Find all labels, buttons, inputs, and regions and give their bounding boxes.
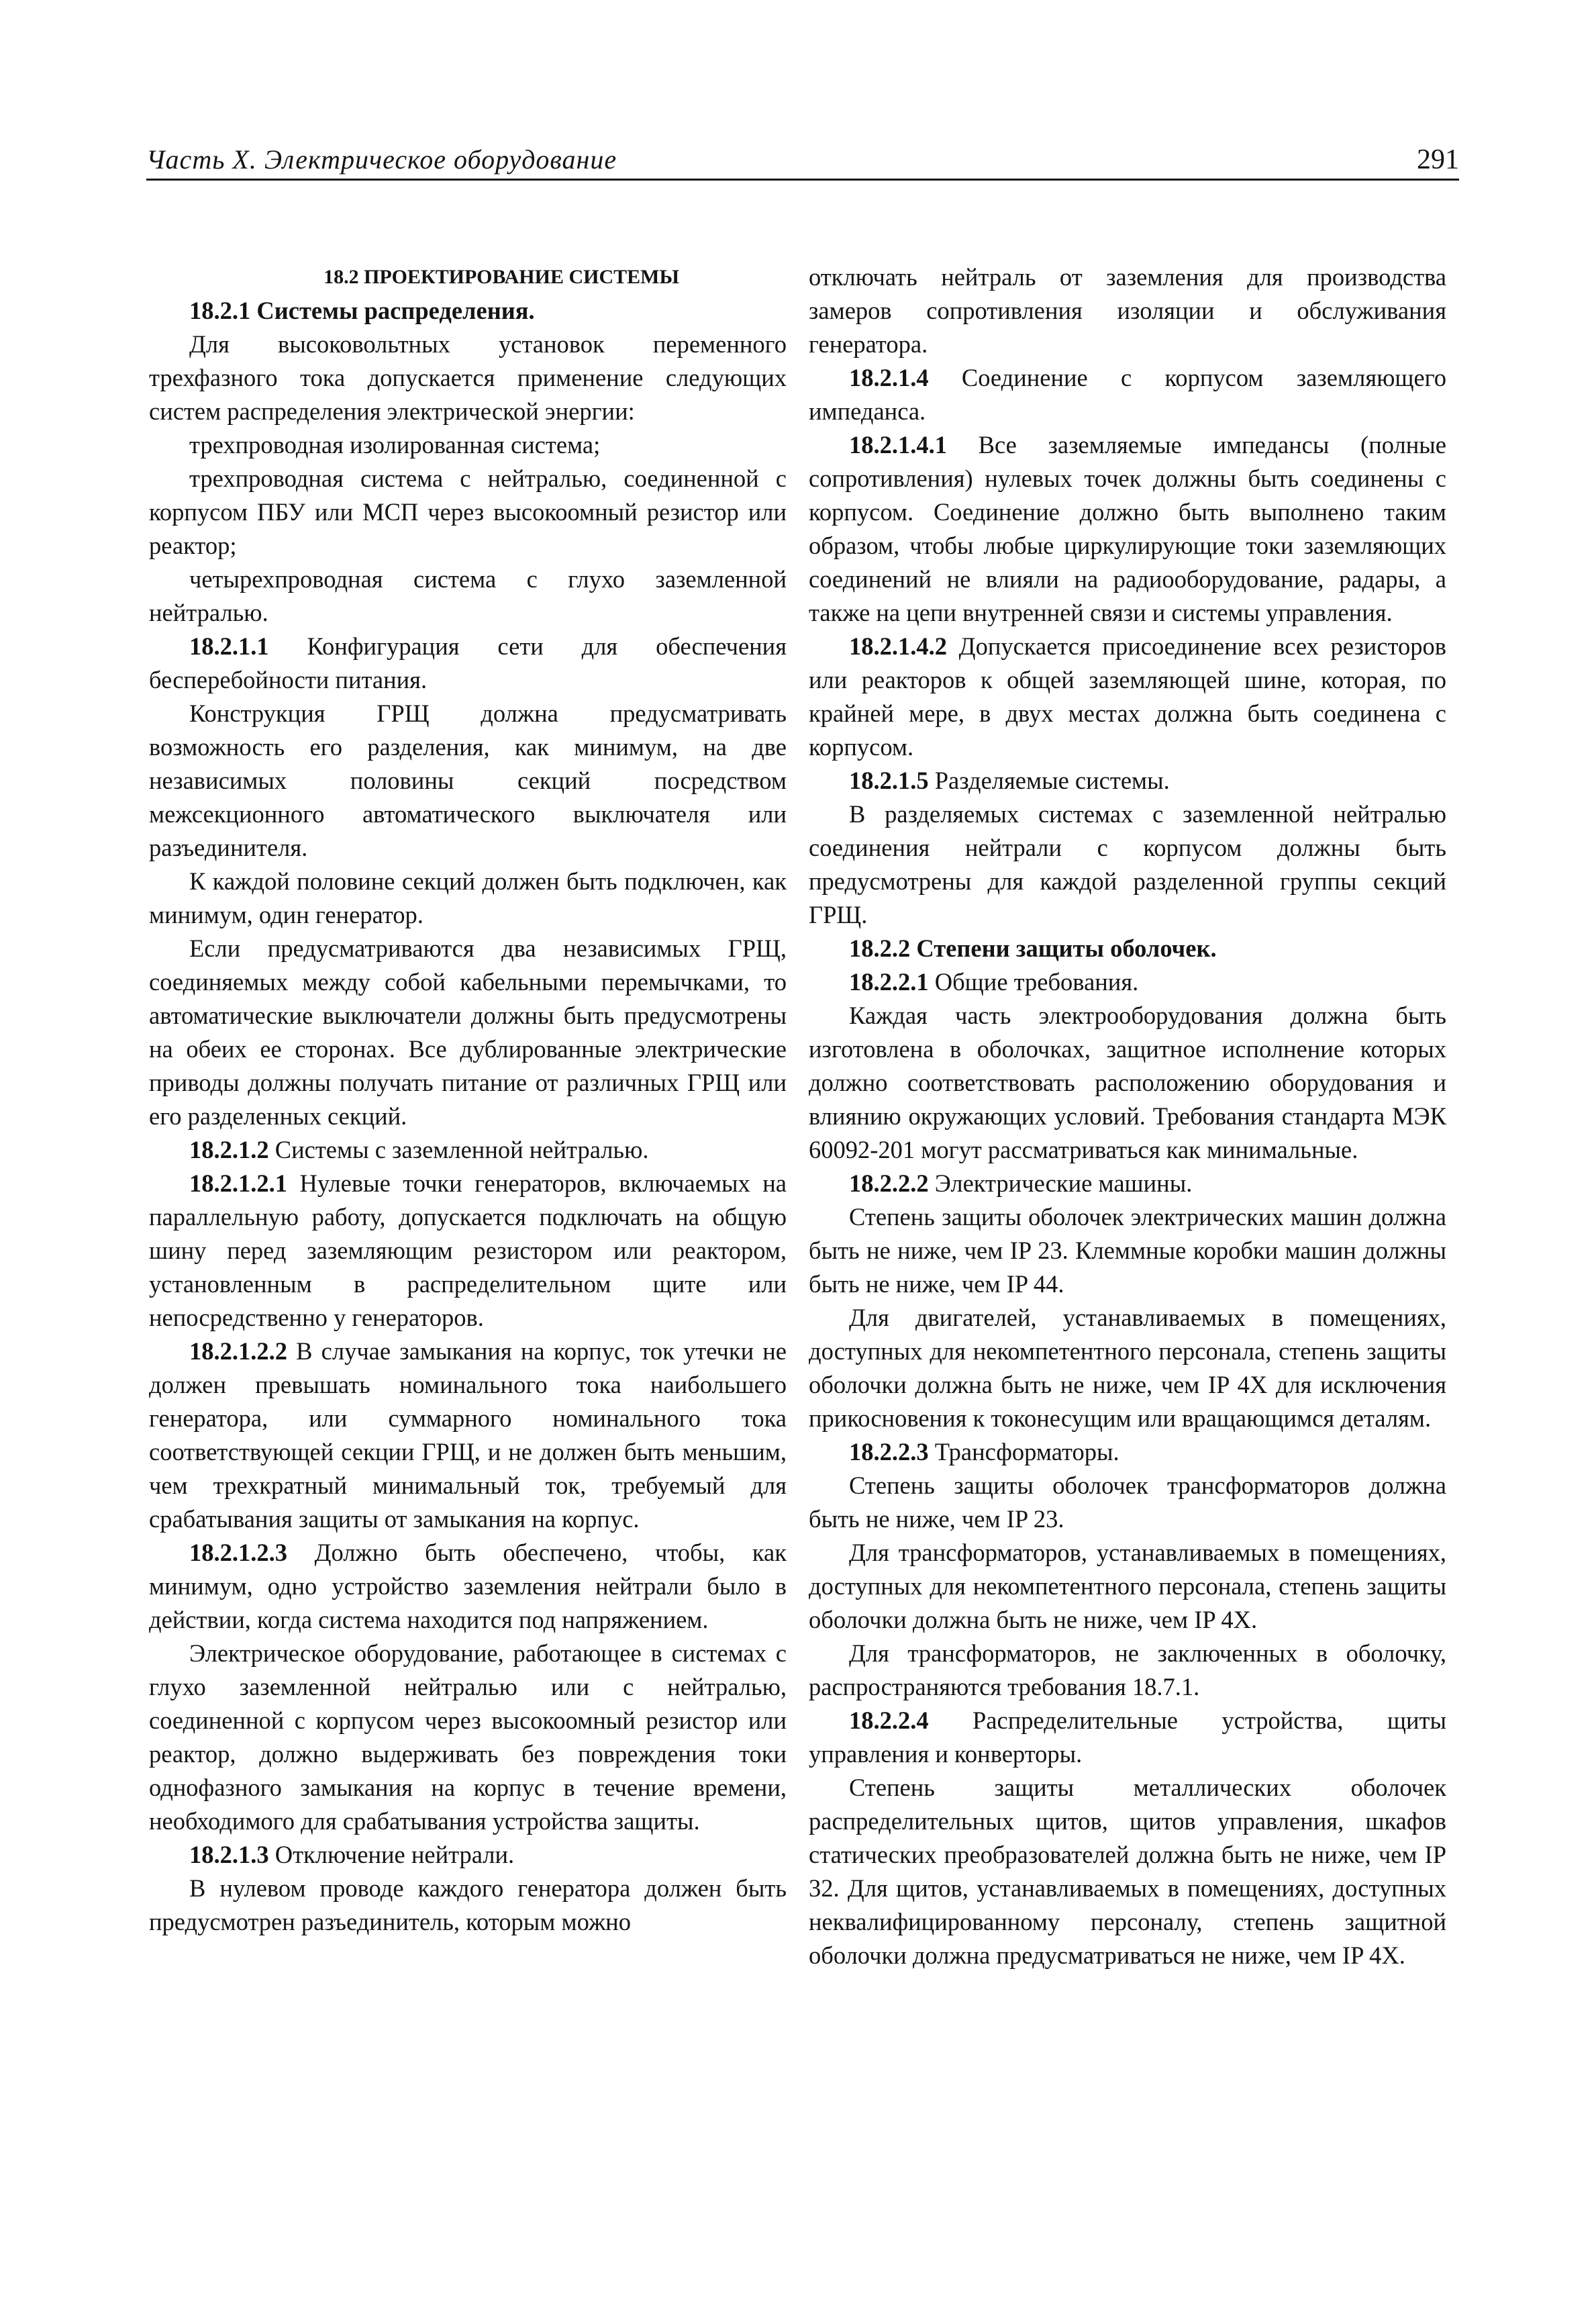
paragraph: трехпроводная система с нейтралью, соединенной с корпусом ПБУ или МСП через высокоомный резистор или реактор; <box>149 465 787 559</box>
clause-number: 18.2.1.1 <box>189 632 269 660</box>
clause-number: 18.2.1.5 <box>849 767 929 794</box>
left-column <box>149 260 787 1939</box>
clause-number: 18.2.1.2.2 <box>189 1337 287 1365</box>
clause-text: Электрические машины. <box>928 1169 1193 1197</box>
paragraph: Степень защиты оболочек трансформаторов должна быть не ниже, чем IP 23. <box>809 1472 1446 1533</box>
header-rule <box>146 179 1459 181</box>
paragraph <box>809 1704 1446 1771</box>
paragraph <box>149 294 787 328</box>
clause-text: Трансформаторы. <box>928 1438 1119 1466</box>
paragraph <box>809 361 1446 428</box>
paragraph <box>149 630 787 697</box>
clause-number: 18.2.2.4 <box>849 1707 929 1734</box>
paragraph: Для высоковольтных установок переменного трехфазного тока допускается применение следующих систем распределения электрической энергии: <box>149 330 787 425</box>
clause-number: 18.2.2.2 <box>849 1169 929 1197</box>
clause-text: В случае замыкания на корпус, ток утечки не должен превышать номинального тока наибольшего генератора, или суммарного номинального тока соответствующей секции ГРЩ, и не должен быть меньшим, чем трехкратный минимальный ток, требуемый для срабатывания защиты от замыкания на корпус. <box>149 1337 787 1533</box>
clause-text: Нулевые точки генераторов, включаемых на параллельную работу, допускается подключать на общую шину перед заземляющим резистором или реактором, установленным в распределительном щите или непосредственно у генераторов. <box>149 1169 787 1331</box>
paragraph: Электрическое оборудование, работающее в системах с глухо заземленной нейтралью или с нейтралью, соединенной с корпусом через высокоомный резистор или реактор, должно выдерживать без повреждения токи однофазного замыкания на корпус в течение времени, необходимого для срабатывания устройства защиты. <box>149 1639 787 1835</box>
clause-text: Допускается присоединение всех резисторов или реакторов к общей заземляющей шине, которая, по крайней мере, в двух местах должна быть соединена с корпусом. <box>809 632 1446 761</box>
clause-number: 18.2.2.1 <box>849 968 929 996</box>
running-header <box>146 140 1459 180</box>
paragraph: отключать нейтраль от заземления для производства замеров сопротивления изоляции и обслуживания генератора. <box>809 263 1446 358</box>
clause-text: Разделяемые системы. <box>928 767 1170 794</box>
paragraph <box>809 764 1446 798</box>
paragraph: Степень защиты оболочек электрических машин должна быть не ниже, чем IP 23. Клеммные коробки машин должны быть не ниже, чем IP 44. <box>809 1203 1446 1298</box>
clause-text: Все заземляемые импедансы (полные сопротивления) нулевых точек должны быть соединены с корпусом. Соединение должно быть выполнено таким образом, чтобы любые циркулирующие токи заземляющих соединений не влияли на радиооборудование, радары, а также на цепи внутренней связи и системы управления. <box>809 431 1446 626</box>
paragraph: Конструкция ГРЩ должна предусматривать возможность его разделения, как минимум, на две независимых половины секций посредством межсекционного автоматического выключателя или разъединителя. <box>149 700 787 861</box>
clause-text: Распределительные устройства, щиты управления и конверторы. <box>809 1707 1446 1768</box>
clause-number: 18.2.1.3 <box>189 1841 269 1868</box>
paragraph <box>149 1838 787 1872</box>
clause-number: 18.2.1.2.3 <box>189 1539 287 1566</box>
paragraph: В разделяемых системах с заземленной нейтралью соединения нейтрали с корпусом должны быть предусмотрены для каждой разделенной группы секций ГРЩ. <box>809 800 1446 928</box>
clause-text: Системы с заземленной нейтралью. <box>268 1136 649 1163</box>
paragraph <box>809 1167 1446 1200</box>
paragraph: Для трансформаторов, не заключенных в оболочку, распространяются требования 18.7.1. <box>809 1639 1446 1700</box>
clause-number: 18.2.1.4.2 <box>849 632 947 660</box>
clause-number: 18.2.1.2 <box>189 1136 269 1163</box>
paragraph: Для трансформаторов, устанавливаемых в помещениях, доступных для некомпетентного персонала, степень защиты оболочки должна быть не ниже, чем IP 4X. <box>809 1539 1446 1633</box>
clause-number: 18.2.1.4.1 <box>849 431 947 459</box>
clause-text: Общие требования. <box>928 968 1139 996</box>
paragraph: К каждой половине секций должен быть подключен, как минимум, один генератор. <box>149 867 787 928</box>
paragraph <box>809 1435 1446 1469</box>
paragraph <box>149 1335 787 1536</box>
paragraph <box>809 428 1446 630</box>
paragraph <box>149 1133 787 1167</box>
clause-text: Конфигурация сети для обеспечения бесперебойности питания. <box>149 632 787 693</box>
clause-text: Должно быть обеспечено, чтобы, как минимум, одно устройство заземления нейтрали было в действии, когда система находится под напряжением. <box>149 1539 787 1633</box>
section-heading: 18.2 ПРОЕКТИРОВАНИЕ СИСТЕМЫ <box>323 266 679 288</box>
clause-text: Отключение нейтрали. <box>268 1841 515 1868</box>
paragraph <box>149 1167 787 1335</box>
paragraph: трехпроводная изолированная система; <box>189 431 601 459</box>
paragraph: четырехпроводная система с глухо заземленной нейтралью. <box>149 565 787 626</box>
clause-heading: 18.2.1 Системы распределения. <box>189 297 535 324</box>
clause-number: 18.2.2.3 <box>849 1438 929 1466</box>
page-number: 291 <box>1417 144 1459 175</box>
paragraph <box>809 965 1446 999</box>
paragraph: Если предусматриваются два независимых ГРЩ, соединяемых между собой кабельными перемычками, то автоматические выключатели должны быть предусмотрены на обеих ее сторонах. Все дублированные электрические приводы должны получать питание от различных ГРЩ или его разделенных секций. <box>149 934 787 1130</box>
paragraph: Степень защиты металлических оболочек распределительных щитов, щитов управления, шкафов статических преобразователей должна быть не ниже, чем IP 32. Для щитов, устанавливаемых в помещениях, доступных неквалифицированному персоналу, степень защитной оболочки должна предусматриваться не ниже, чем IP 4X. <box>809 1774 1446 1969</box>
paragraph: Для двигателей, устанавливаемых в помещениях, доступных для некомпетентного персонала, степень защиты оболочки должна быть не ниже, чем IP 4X для исключения прикосновения к токонесущим или вращающимся деталям. <box>809 1304 1446 1432</box>
paragraph <box>809 630 1446 764</box>
paragraph <box>149 1536 787 1637</box>
clause-text: Соединение с корпусом заземляющего импеданса. <box>809 364 1446 425</box>
clause-number: 18.2.1.2.1 <box>189 1169 287 1197</box>
clause-number: 18.2.1.4 <box>849 364 929 391</box>
clause-heading: 18.2.2 Степени защиты оболочек. <box>849 934 1217 962</box>
header-title: Часть X. Электрическое оборудование <box>146 144 617 175</box>
right-column <box>809 260 1446 1972</box>
paragraph <box>809 932 1446 965</box>
paragraph: Каждая часть электрооборудования должна быть изготовлена в оболочках, защитное исполнение которых должно соответствовать расположению оборудования и влиянию окружающих условий. Требования стандарта МЭК 60092-201 могут рассматриваться как минимальные. <box>809 1002 1446 1163</box>
paragraph: В нулевом проводе каждого генератора должен быть предусмотрен разъединитель, которым можно <box>149 1874 787 1935</box>
